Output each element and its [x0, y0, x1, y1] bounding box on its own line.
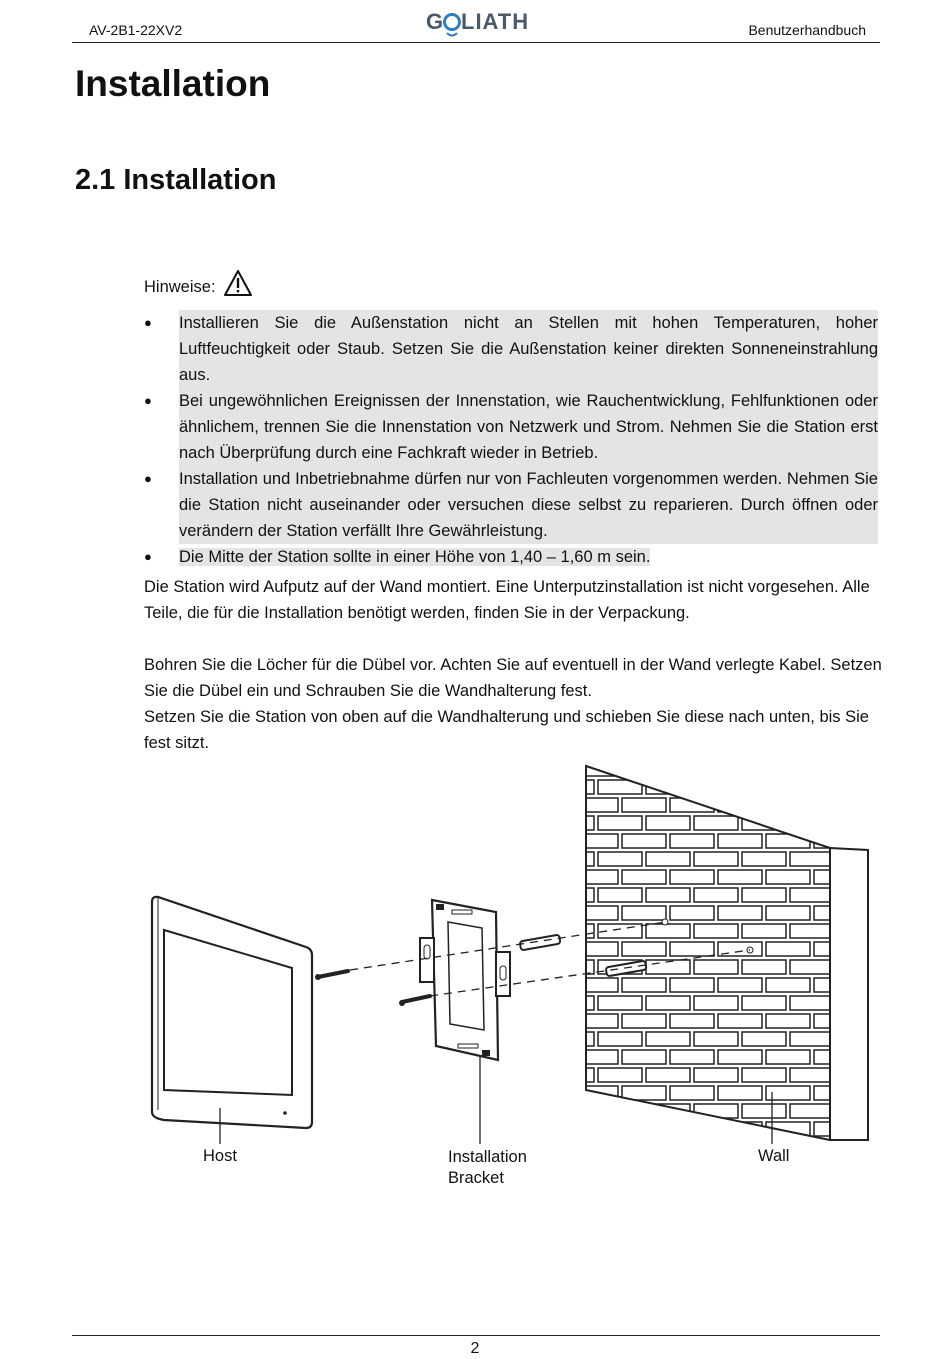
paragraph-steps [144, 652, 884, 756]
paragraph-drilling: Bohren Sie die Löcher für die Dübel vor. Achten Sie auf eventuell in der Wand verlegte Kabel. Setzen Sie die Dübel ein und Schrauben Sie die Wandhalterung fest. [144, 656, 882, 700]
installation-bracket [420, 900, 510, 1060]
screws [315, 971, 430, 1006]
footer-divider [72, 1335, 880, 1336]
header-model: AV-2B1-22XV2 [89, 22, 183, 38]
note-text: Installieren Sie die Außenstation nicht an Stellen mit hohen Temperaturen, hoher Luftfeuchtigkeit oder Staub. Setzen Sie die Außenstation keiner direkten Sonneneinstrahlung aus. [179, 310, 878, 388]
installation-illustration [140, 760, 880, 1200]
host-label: Host [203, 1147, 237, 1165]
warning-triangle-icon [223, 269, 253, 297]
notes-list-item [144, 466, 878, 544]
notes-heading [144, 268, 253, 297]
notes-label: Hinweise: [144, 278, 216, 296]
note-text: Die Mitte der Station sollte in einer Höhe von 1,40 – 1,60 m sein. [179, 548, 651, 566]
bracket-label [448, 1147, 527, 1189]
page-number: 2 [470, 1340, 480, 1357]
goliath-logo [426, 5, 530, 41]
notes-list-item [144, 544, 878, 570]
notes-list [144, 310, 878, 570]
bullet-icon: ● [144, 471, 152, 486]
bullet-icon: ● [144, 549, 152, 564]
bullet-icon: ● [144, 393, 152, 408]
section-title: 2.1 Installation [75, 164, 277, 196]
header-divider [72, 42, 880, 43]
host-monitor [152, 897, 312, 1128]
paragraph-mounting: Die Station wird Aufputz auf der Wand montiert. Eine Unterputzinstallation ist nicht vorgesehen. Alle Teile, die für die Installation benötigt werden, finden Sie in der Verpackung. [144, 578, 870, 622]
notes-list-item [144, 310, 878, 388]
page-title: Installation [75, 63, 271, 104]
wall-label: Wall [758, 1147, 790, 1165]
svg-text:G: G [426, 9, 445, 34]
bullet-icon: ● [144, 315, 152, 330]
paragraph-attach-station: Setzen Sie die Station von oben auf die Wandhalterung und schieben Sie diese nach unten, bis Sie fest sitzt. [144, 708, 869, 752]
bracket-label-line2: Bracket [448, 1169, 504, 1187]
notes-list-item [144, 388, 878, 466]
note-text: Bei ungewöhnlichen Ereignissen der Innenstation, wie Rauchentwicklung, Fehlfunktionen oder ähnlichem, trennen Sie die Innenstation von Netzwerk und Strom. Nehmen Sie die Station erst nach Überprüfung durch eine Fachkraft wieder in Betrieb. [179, 388, 878, 466]
header-doc-type: Benutzerhandbuch [748, 22, 866, 38]
note-text: Installation und Inbetriebnahme dürfen nur von Fachleuten vorgenommen werden. Nehmen Sie die Station nicht auseinander oder versuchen diese selbst zu reparieren. Durch öffnen oder verändern der Station verfällt Ihre Gewährleistung. [179, 466, 878, 544]
svg-text:LIATH: LIATH [461, 9, 530, 34]
bracket-label-line1: Installation [448, 1148, 527, 1166]
